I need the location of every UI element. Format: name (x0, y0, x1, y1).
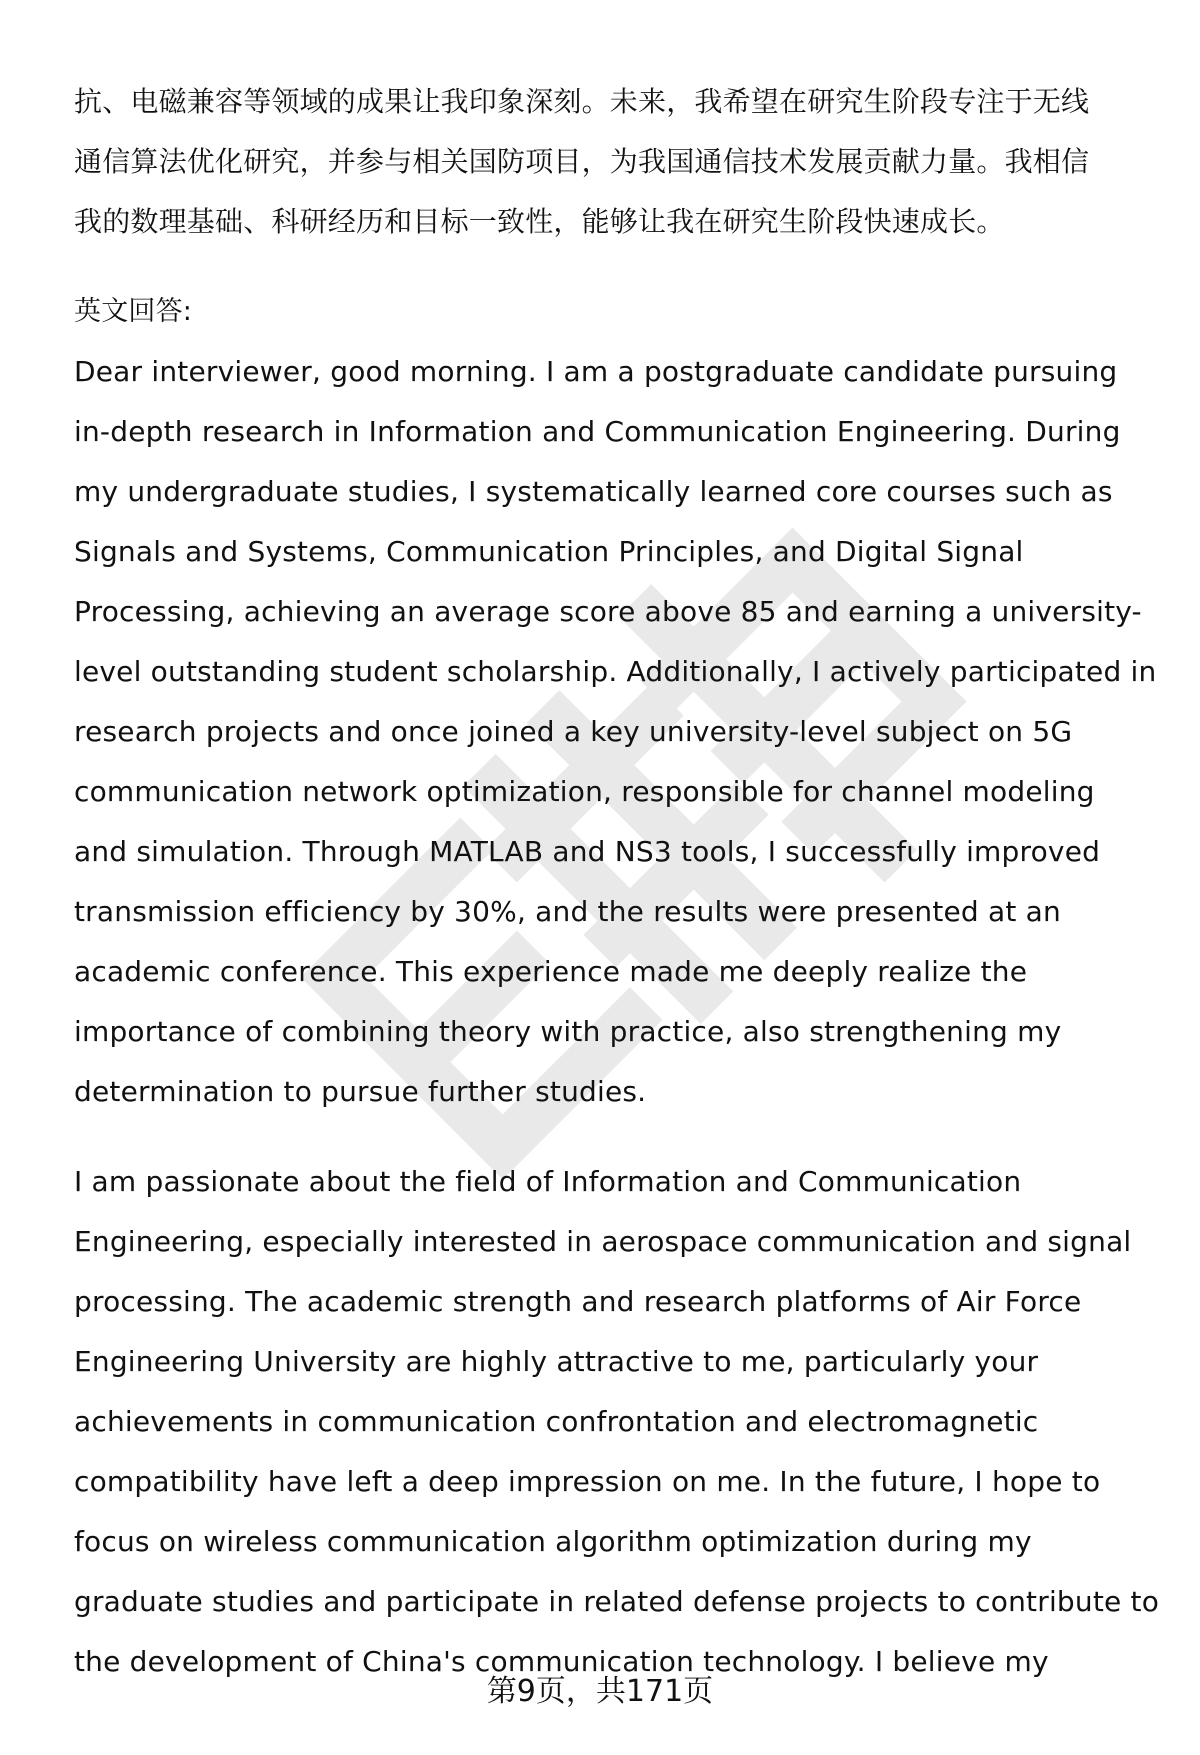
english-line: Engineering University are highly attractive to me, particularly your (74, 1345, 1039, 1378)
english-line: Dear interviewer, good morning. I am a postgraduate candidate pursuing (74, 355, 1118, 388)
english-line: academic conference. This experience made me deeply realize the (74, 955, 1028, 988)
english-line: my undergraduate studies, I systematically learned core courses such as (74, 475, 1113, 508)
english-line: Processing, achieving an average score above 85 and earning a university- (74, 595, 1142, 628)
english-line: determination to pursue further studies. (74, 1075, 647, 1108)
english-line: importance of combining theory with practice, also strengthening my (74, 1015, 1062, 1048)
english-line: transmission efficiency by 30%, and the results were presented at an (74, 895, 1061, 928)
english-line: and simulation. Through MATLAB and NS3 tools, I successfully improved (74, 835, 1101, 868)
english-line: processing. The academic strength and research platforms of Air Force (74, 1285, 1082, 1318)
english-line: I am passionate about the field of Information and Communication (74, 1165, 1022, 1198)
english-line: Signals and Systems, Communication Principles, and Digital Signal (74, 535, 1024, 568)
chinese-line: 通信算法优化研究，并参与相关国防项目，为我国通信技术发展贡献力量。我相信 (74, 145, 1090, 178)
english-line: communication network optimization, responsible for channel modeling (74, 775, 1095, 808)
document-content (74, 72, 1160, 1692)
english-answer-paragraph-1 (74, 342, 1157, 1122)
english-line: focus on wireless communication algorithm optimization during my (74, 1525, 1032, 1558)
english-line: in-depth research in Information and Communication Engineering. During (74, 415, 1121, 448)
chinese-answer-paragraph (74, 72, 1154, 252)
chinese-line: 抗、电磁兼容等领域的成果让我印象深刻。未来，我希望在研究生阶段专注于无线 (74, 85, 1090, 118)
english-line: achievements in communication confrontation and electromagnetic (74, 1405, 1039, 1438)
english-line: Engineering, especially interested in aerospace communication and signal (74, 1225, 1132, 1258)
english-answer-paragraph-2 (74, 1152, 1160, 1692)
english-line: level outstanding student scholarship. Additionally, I actively participated in (74, 655, 1157, 688)
english-line: compatibility have left a deep impression on me. In the future, I hope to (74, 1465, 1101, 1498)
english-answer-label: 英文回答: (74, 296, 193, 327)
english-line: research projects and once joined a key university-level subject on 5G (74, 715, 1073, 748)
english-line: graduate studies and participate in related defense projects to contribute to (74, 1585, 1160, 1618)
chinese-line: 我的数理基础、科研经历和目标一致性，能够让我在研究生阶段快速成长。 (74, 205, 1005, 238)
english-line: the development of China's communication technology. I believe my (74, 1645, 1049, 1678)
page-footer: 第9页，共171页 (486, 1674, 714, 1709)
